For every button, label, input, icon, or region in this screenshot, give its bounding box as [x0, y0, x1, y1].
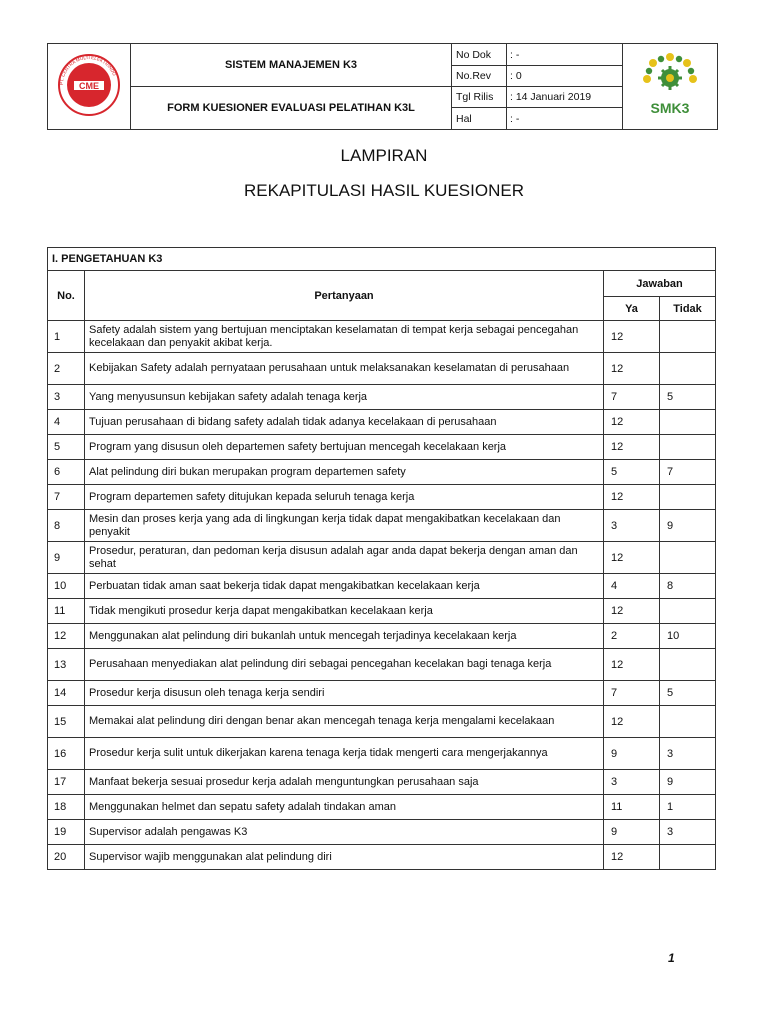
table-row: [48, 574, 716, 599]
system-title: SISTEM MANAJEMEN K3: [131, 44, 452, 87]
row-no-count: [660, 845, 716, 870]
row-no-count: 9: [660, 770, 716, 795]
page-title: LAMPIRAN: [340, 146, 428, 165]
row-question: Supervisor adalah pengawas K3: [85, 820, 604, 845]
row-yes-count: 12: [604, 599, 660, 624]
row-number: 13: [48, 649, 85, 681]
row-number: 3: [48, 385, 85, 410]
row-number: 2: [48, 353, 85, 385]
row-yes-count: 12: [604, 435, 660, 460]
table-row: [48, 510, 716, 542]
table-row: [48, 820, 716, 845]
row-yes-count: 3: [604, 510, 660, 542]
row-number: 17: [48, 770, 85, 795]
row-no-count: [660, 410, 716, 435]
smk3-logo-cell: [623, 44, 718, 130]
row-no-count: 10: [660, 624, 716, 649]
table-row: [48, 542, 716, 574]
row-yes-count: 7: [604, 385, 660, 410]
company-logo: [56, 52, 122, 118]
row-number: 14: [48, 681, 85, 706]
table-row: [48, 795, 716, 820]
row-question: Memakai alat pelindung diri dengan benar akan mencegah tenaga kerja mengalami kecelakaan: [85, 706, 604, 738]
row-no-count: 5: [660, 681, 716, 706]
row-yes-count: 9: [604, 738, 660, 770]
table-row: [48, 845, 716, 870]
company-logo-mark: CME: [79, 81, 99, 91]
row-yes-count: 5: [604, 460, 660, 485]
row-number: 16: [48, 738, 85, 770]
questionnaire-body: [48, 248, 716, 870]
meta-value-tgl-rilis: : 14 Januari 2019: [507, 87, 623, 108]
questionnaire-table: [47, 247, 716, 870]
row-number: 15: [48, 706, 85, 738]
row-number: 6: [48, 460, 85, 485]
table-row: [48, 738, 716, 770]
document-header: [47, 43, 718, 130]
row-yes-count: 12: [604, 649, 660, 681]
row-question: Menggunakan alat pelindung diri bukanlah untuk mencegah terjadinya kecelakaan kerja: [85, 624, 604, 649]
smk3-logo-text: SMK3: [650, 100, 690, 116]
row-question: Program yang disusun oleh departemen safety bertujuan mencegah kecelakaan kerja: [85, 435, 604, 460]
table-row: [48, 706, 716, 738]
meta-label-no-dok: No Dok: [452, 44, 507, 66]
row-yes-count: 12: [604, 321, 660, 353]
row-number: 8: [48, 510, 85, 542]
section-title: I. PENGETAHUAN K3: [48, 248, 716, 271]
meta-label-tgl-rilis: Tgl Rilis: [452, 87, 507, 108]
row-number: 10: [48, 574, 85, 599]
row-yes-count: 12: [604, 353, 660, 385]
table-row: [48, 681, 716, 706]
row-no-count: [660, 649, 716, 681]
row-question: Tujuan perusahaan di bidang safety adalah tidak adanya kecelakaan di perusahaan: [85, 410, 604, 435]
smk3-logo: [635, 47, 705, 123]
column-header-no: No.: [48, 271, 85, 321]
table-row: [48, 321, 716, 353]
row-no-count: 3: [660, 738, 716, 770]
row-no-count: [660, 485, 716, 510]
row-number: 19: [48, 820, 85, 845]
row-yes-count: 12: [604, 485, 660, 510]
table-row: [48, 770, 716, 795]
row-number: 18: [48, 795, 85, 820]
table-row: [48, 624, 716, 649]
row-question: Mesin dan proses kerja yang ada di lingkungan kerja tidak dapat mengakibatkan kecelakaan dan penyakit: [85, 510, 604, 542]
row-question: Menggunakan helmet dan sepatu safety adalah tindakan aman: [85, 795, 604, 820]
column-header-answer: Jawaban: [604, 271, 716, 297]
row-no-count: [660, 542, 716, 574]
row-no-count: 8: [660, 574, 716, 599]
table-row: [48, 599, 716, 624]
row-no-count: 5: [660, 385, 716, 410]
row-number: 9: [48, 542, 85, 574]
row-yes-count: 9: [604, 820, 660, 845]
table-row: [48, 460, 716, 485]
row-yes-count: 12: [604, 542, 660, 574]
form-title: FORM KUESIONER EVALUASI PELATIHAN K3L: [131, 87, 452, 130]
row-yes-count: 12: [604, 706, 660, 738]
row-no-count: [660, 353, 716, 385]
row-no-count: [660, 321, 716, 353]
meta-value-no-rev: : 0: [507, 66, 623, 87]
row-question: Safety adalah sistem yang bertujuan menciptakan keselamatan di tempat kerja sebagai pencegahan kecelakaan dan penyakit akibat kerja.: [85, 321, 604, 353]
row-number: 11: [48, 599, 85, 624]
row-no-count: [660, 599, 716, 624]
row-question: Prosedur, peraturan, dan pedoman kerja disusun adalah agar anda dapat bekerja dengan aman dan sehat: [85, 542, 604, 574]
meta-value-hal: : -: [507, 108, 623, 130]
row-no-count: 7: [660, 460, 716, 485]
table-row: [48, 649, 716, 681]
row-yes-count: 4: [604, 574, 660, 599]
row-number: 1: [48, 321, 85, 353]
table-row: [48, 435, 716, 460]
row-question: Prosedur kerja disusun oleh tenaga kerja sendiri: [85, 681, 604, 706]
company-logo-ring-text: PT. CENTRA MULTI ELEKTRINDO: [58, 54, 118, 86]
meta-label-hal: Hal: [452, 108, 507, 130]
row-question: Perusahaan menyediakan alat pelindung diri sebagai pencegahan kecelakan bagi tenaga kerja: [85, 649, 604, 681]
row-number: 20: [48, 845, 85, 870]
row-yes-count: 7: [604, 681, 660, 706]
company-logo-cell: [48, 44, 131, 130]
row-yes-count: 12: [604, 845, 660, 870]
column-header-no-answer: Tidak: [660, 297, 716, 321]
table-row: [48, 353, 716, 385]
row-number: 4: [48, 410, 85, 435]
row-question: Program departemen safety ditujukan kepada seluruh tenaga kerja: [85, 485, 604, 510]
column-header-yes: Ya: [604, 297, 660, 321]
row-question: Tidak mengikuti prosedur kerja dapat mengakibatkan kecelakaan kerja: [85, 599, 604, 624]
row-question: Kebijakan Safety adalah pernyataan perusahaan untuk melaksanakan keselamatan di perusahaan: [85, 353, 604, 385]
row-no-count: 1: [660, 795, 716, 820]
table-row: [48, 485, 716, 510]
row-number: 7: [48, 485, 85, 510]
meta-label-no-rev: No.Rev: [452, 66, 507, 87]
table-row: [48, 385, 716, 410]
column-header-question: Pertanyaan: [85, 271, 604, 321]
row-yes-count: 3: [604, 770, 660, 795]
row-question: Perbuatan tidak aman saat bekerja tidak dapat mengakibatkan kecelakaan kerja: [85, 574, 604, 599]
row-yes-count: 11: [604, 795, 660, 820]
row-no-count: [660, 435, 716, 460]
row-number: 12: [48, 624, 85, 649]
row-yes-count: 12: [604, 410, 660, 435]
table-row: [48, 410, 716, 435]
meta-value-no-dok: : -: [507, 44, 623, 66]
row-question: Prosedur kerja sulit untuk dikerjakan karena tenaga kerja tidak mengerti cara mengerjakannya: [85, 738, 604, 770]
row-question: Yang menyusunsun kebijakan safety adalah tenaga kerja: [85, 385, 604, 410]
page-number: 1: [668, 951, 675, 965]
page-subtitle: REKAPITULASI HASIL KUESIONER: [244, 181, 524, 200]
row-yes-count: 2: [604, 624, 660, 649]
row-no-count: [660, 706, 716, 738]
row-question: Alat pelindung diri bukan merupakan program departemen safety: [85, 460, 604, 485]
row-no-count: 3: [660, 820, 716, 845]
row-question: Manfaat bekerja sesuai prosedur kerja adalah menguntungkan perusahaan saja: [85, 770, 604, 795]
row-number: 5: [48, 435, 85, 460]
row-no-count: 9: [660, 510, 716, 542]
row-question: Supervisor wajib menggunakan alat pelindung diri: [85, 845, 604, 870]
